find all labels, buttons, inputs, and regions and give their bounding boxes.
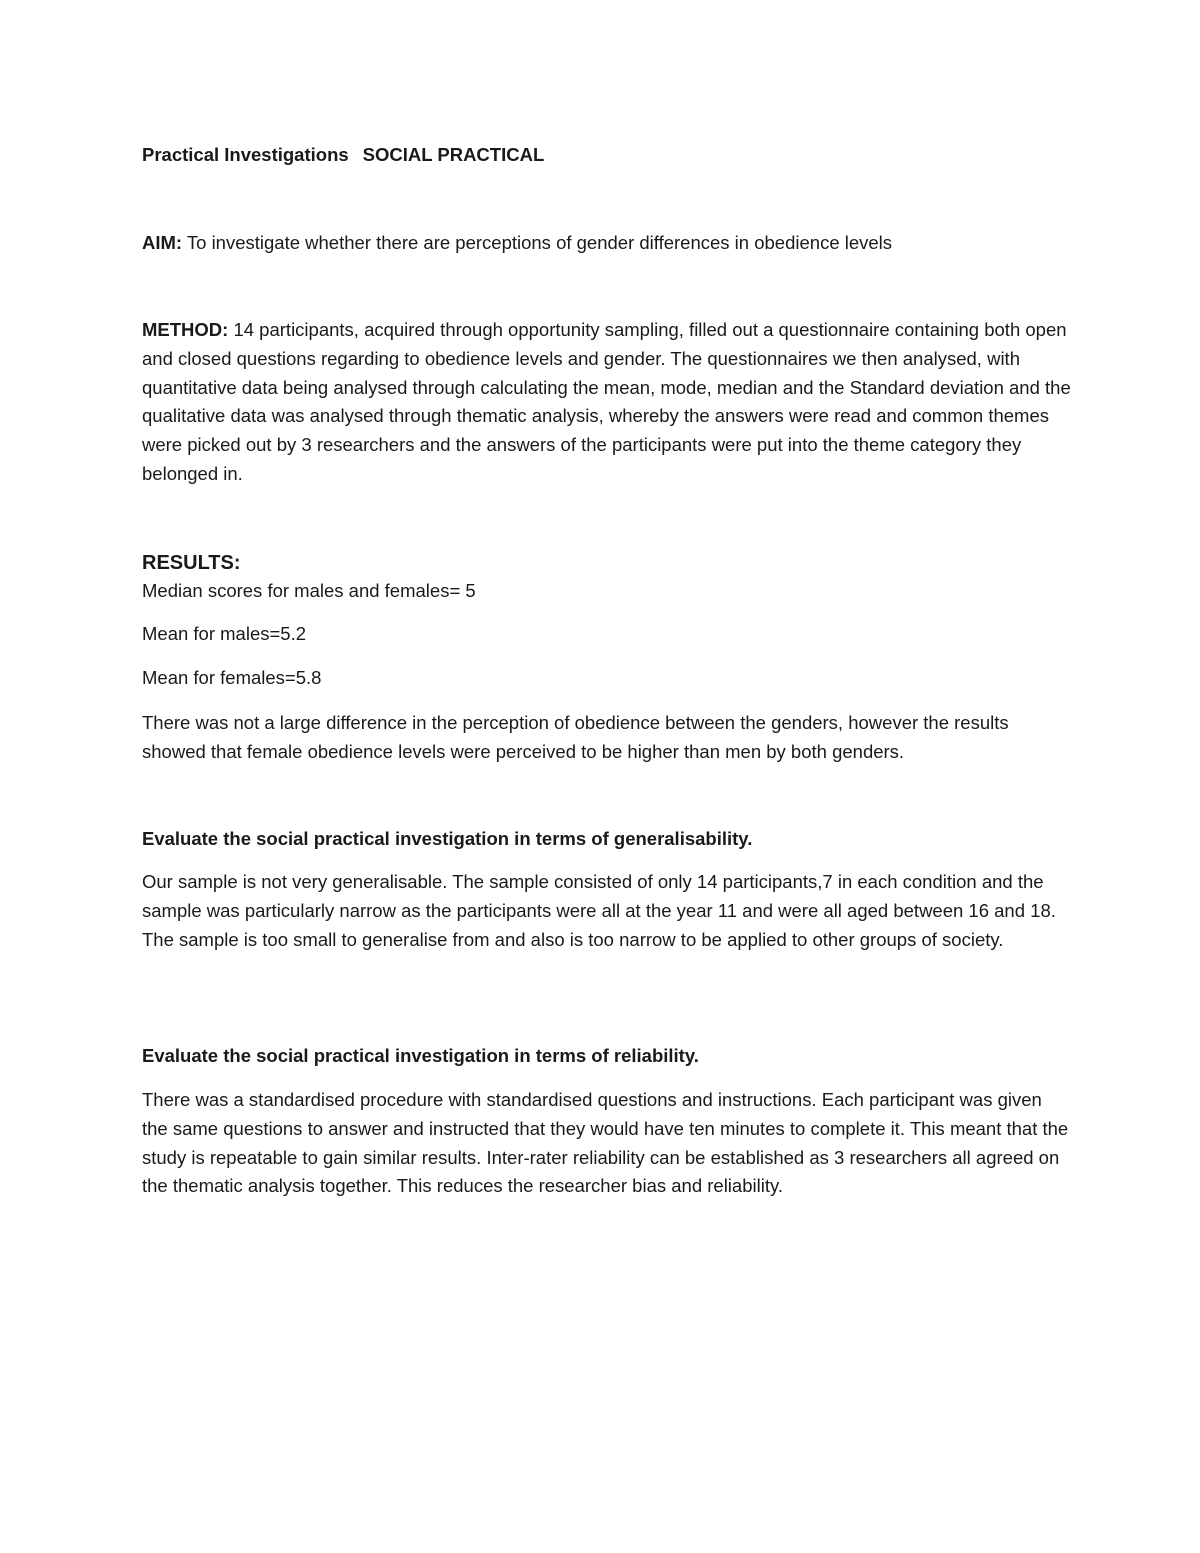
method-text: 14 participants, acquired through opportunity sampling, filled out a questionnaire containing both open and closed questions regarding to obedience levels and gender. The questionnaires we then analysed, with quantitative data being analysed through calculating the mean, mode, median and the Standard deviation and the qualitative data was analysed through thematic analysis, whereby the answers were read and common themes were picked out by 3 researchers and the answers of the participants were put into the theme category they belonged in. [142,319,1071,484]
method-paragraph [142,316,1072,489]
title-right: SOCIAL PRACTICAL [362,144,545,165]
generalisability-heading: Evaluate the social practical investigation in terms of generalisability. [142,828,753,849]
reliability-heading: Evaluate the social practical investigation in terms of reliability. [142,1045,699,1066]
aim-text: To investigate whether there are perceptions of gender differences in obedience levels [182,232,893,253]
results-mean-males: Mean for males=5.2 [142,623,307,644]
generalisability-text: Our sample is not very generalisable. The sample consisted of only 14 participants,7 in each condition and the sample was particularly narrow as the participants were all at the year 11 and were all aged between 16 and 18. The sample is too small to generalise from and also is too narrow to be applied to other groups of society. [142,871,1056,950]
aim-label: AIM: [142,232,183,253]
results-heading: RESULTS: [142,552,241,574]
title-left: Practical Investigations [142,144,349,165]
results-summary: There was not a large difference in the perception of obedience between the genders, however the results showed that female obedience levels were perceived to be higher than men by both genders. [142,712,1009,762]
results-median: Median scores for males and females= 5 [142,580,476,601]
aim-paragraph [142,229,1072,258]
document-title [142,144,544,166]
method-label: METHOD: [142,319,229,340]
reliability-text: There was a standardised procedure with standardised questions and instructions. Each participant was given the same questions to answer and instructed that they would have ten minutes to complete it. This meant that the study is repeatable to gain similar results. Inter-rater reliability can be established as 3 researchers all agreed on the thematic analysis together. This reduces the researcher bias and reliability. [142,1089,1069,1197]
results-mean-females: Mean for females=5.8 [142,667,322,688]
